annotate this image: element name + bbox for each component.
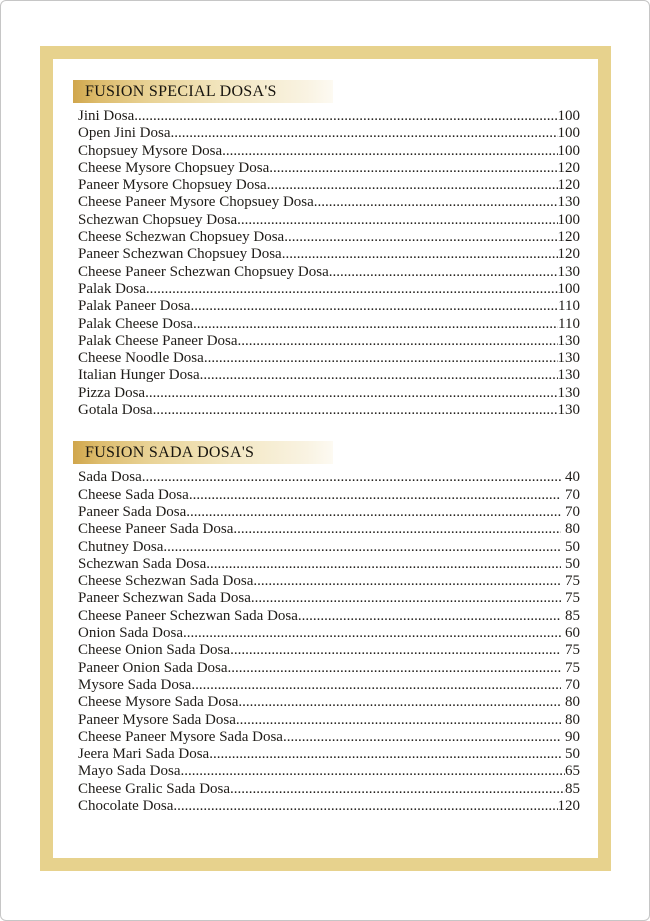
menu-item-row xyxy=(73,712,580,729)
menu-item-row xyxy=(73,246,580,263)
menu-item-row xyxy=(73,608,580,625)
menu-item-name: Onion Sada Dosa xyxy=(78,625,183,642)
menu-item-price: 80 xyxy=(561,521,580,538)
menu-item-row xyxy=(73,573,580,590)
menu-item-price: 100 xyxy=(557,125,580,142)
menu-item-name: Chocolate Dosa xyxy=(78,797,174,814)
menu-item-name: Cheese Gralic Sada Dosa xyxy=(78,780,231,797)
menu-item-price: 75 xyxy=(561,659,580,676)
dot-leader xyxy=(206,556,561,573)
menu-item-price: 100 xyxy=(557,280,580,297)
menu-item-price: 60 xyxy=(561,625,580,642)
menu-item-price: 130 xyxy=(557,350,580,367)
menu-item-row xyxy=(73,694,580,711)
section-title-text: FUSION SADA DOSA'S xyxy=(85,443,255,461)
menu-item-price: 130 xyxy=(557,194,580,211)
menu-item-name: Cheese Schezwan Sada Dosa xyxy=(78,573,254,590)
menu-item-name: Cheese Schezwan Chopsuey Dosa xyxy=(78,229,285,246)
menu-item-name: Schezwan Sada Dosa xyxy=(78,555,207,572)
dot-leader xyxy=(163,539,561,556)
menu-item-name: Open Jini Dosa xyxy=(78,125,171,142)
menu-item-price: 130 xyxy=(557,367,580,384)
dot-leader xyxy=(230,642,561,659)
menu-item-name: Cheese Onion Sada Dosa xyxy=(78,642,231,659)
menu-item-name: Cheese Noodle Dosa xyxy=(78,350,204,367)
dot-leader xyxy=(283,729,561,746)
menu-item-row xyxy=(73,729,580,746)
dot-leader xyxy=(238,333,558,350)
section-title-banner xyxy=(73,441,333,464)
dot-leader xyxy=(282,246,558,263)
menu-item-price: 70 xyxy=(561,676,580,693)
menu-item-row xyxy=(73,521,580,538)
dot-leader xyxy=(142,469,562,486)
menu-item-name: Cheese Mysore Sada Dosa xyxy=(78,694,239,711)
dot-leader xyxy=(209,746,561,763)
menu-item-name: Paneer Mysore Sada Dosa xyxy=(78,711,236,728)
menu-item-price: 130 xyxy=(557,384,580,401)
menu-item-row xyxy=(73,763,580,780)
menu-item-row xyxy=(73,798,580,815)
menu-item-row xyxy=(73,539,580,556)
dot-leader xyxy=(146,281,558,298)
menu-item-price: 100 xyxy=(557,142,580,159)
menu-item-price: 70 xyxy=(561,503,580,520)
menu-item-row xyxy=(73,781,580,798)
menu-item-name: Paneer Onion Sada Dosa xyxy=(78,659,228,676)
menu-item-row xyxy=(73,504,580,521)
menu-item-name: Pizza Dosa xyxy=(78,384,146,401)
menu-item-price: 80 xyxy=(561,694,580,711)
menu-item-name: Chopsuey Mysore Dosa xyxy=(78,142,223,159)
menu-item-name: Gotala Dosa xyxy=(78,402,153,419)
menu-item-row xyxy=(73,350,580,367)
menu-list xyxy=(73,469,580,815)
menu-item-name: Cheese Mysore Chopsuey Dosa xyxy=(78,159,270,176)
menu-item-price: 120 xyxy=(557,159,580,176)
menu-item-row xyxy=(73,108,580,125)
menu-item-price: 75 xyxy=(561,590,580,607)
dot-leader xyxy=(238,694,561,711)
menu-item-name: Cheese Paneer Sada Dosa xyxy=(78,521,234,538)
menu-item-name: Chutney Dosa xyxy=(78,538,164,555)
menu-item-row xyxy=(73,385,580,402)
dot-leader xyxy=(180,763,565,780)
dot-leader xyxy=(284,229,557,246)
dot-leader xyxy=(189,487,561,504)
menu-item-row xyxy=(73,229,580,246)
dot-leader xyxy=(173,798,557,815)
menu-item-price: 50 xyxy=(561,538,580,555)
dot-leader xyxy=(237,212,557,229)
menu-item-name: Mayo Sada Dosa xyxy=(78,763,181,780)
menu-item-name: Paneer Mysore Chopsuey Dosa xyxy=(78,177,267,194)
menu-item-name: Paneer Schezwan Chopsuey Dosa xyxy=(78,246,282,263)
dot-leader xyxy=(134,108,557,125)
menu-item-row xyxy=(73,677,580,694)
dot-leader xyxy=(171,125,558,142)
dot-leader xyxy=(200,367,558,384)
menu-item-name: Cheese Paneer Schezwan Chopsuey Dosa xyxy=(78,263,329,280)
dot-leader xyxy=(183,625,561,642)
menu-item-price: 75 xyxy=(561,642,580,659)
menu-item-price: 50 xyxy=(561,555,580,572)
menu-item-row xyxy=(73,746,580,763)
menu-item-row xyxy=(73,590,580,607)
section-title-text: FUSION SPECIAL DOSA'S xyxy=(85,82,277,100)
menu-item-row xyxy=(73,660,580,677)
menu-item-name: Sada Dosa xyxy=(78,469,142,486)
menu-item-row xyxy=(73,194,580,211)
menu-item-name: Cheese Paneer Mysore Sada Dosa xyxy=(78,728,283,745)
menu-item-price: 130 xyxy=(557,332,580,349)
menu-item-price: 130 xyxy=(557,263,580,280)
menu-item-price: 100 xyxy=(557,211,580,228)
menu-item-row xyxy=(73,212,580,229)
menu-item-name: Jeera Mari Sada Dosa xyxy=(78,746,210,763)
dot-leader xyxy=(186,504,561,521)
dot-leader xyxy=(230,781,565,798)
menu-item-row xyxy=(73,642,580,659)
dot-leader xyxy=(153,402,558,419)
menu-item-price: 85 xyxy=(561,607,580,624)
menu-item-row xyxy=(73,177,580,194)
menu-item-price: 110 xyxy=(558,315,580,332)
dot-leader xyxy=(191,677,561,694)
menu-item-name: Palak Dosa xyxy=(78,280,146,297)
dot-leader xyxy=(314,194,558,211)
menu-item-price: 120 xyxy=(557,177,580,194)
menu-item-name: Cheese Paneer Mysore Chopsuey Dosa xyxy=(78,194,314,211)
menu-item-price: 90 xyxy=(561,728,580,745)
menu-item-price: 75 xyxy=(561,573,580,590)
menu-item-price: 80 xyxy=(561,711,580,728)
menu-item-name: Palak Cheese Paneer Dosa xyxy=(78,332,238,349)
menu-item-price: 50 xyxy=(561,746,580,763)
menu-item-row xyxy=(73,298,580,315)
dot-leader xyxy=(228,660,562,677)
menu-item-row xyxy=(73,487,580,504)
menu-item-price: 85 xyxy=(565,780,580,797)
menu-item-price: 70 xyxy=(561,486,580,503)
menu-item-price: 130 xyxy=(557,402,580,419)
dot-leader xyxy=(190,298,558,315)
menu-item-price: 110 xyxy=(558,298,580,315)
menu-item-row xyxy=(73,160,580,177)
menu-item-row xyxy=(73,469,580,486)
menu-item-row xyxy=(73,281,580,298)
menu-item-price: 120 xyxy=(557,797,580,814)
menu-item-name: Palak Paneer Dosa xyxy=(78,298,191,315)
menu-item-name: Cheese Sada Dosa xyxy=(78,486,189,503)
menu-item-name: Palak Cheese Dosa xyxy=(78,315,193,332)
menu-item-row xyxy=(73,333,580,350)
dot-leader xyxy=(267,177,558,194)
dot-leader xyxy=(236,712,561,729)
dot-leader xyxy=(298,608,561,625)
dot-leader xyxy=(329,264,558,281)
menu-item-row xyxy=(73,556,580,573)
dot-leader xyxy=(204,350,558,367)
section-fusion-sada-dosas xyxy=(73,441,580,815)
dot-leader xyxy=(253,573,561,590)
menu-item-row xyxy=(73,316,580,333)
menu-item-name: Paneer Schezwan Sada Dosa xyxy=(78,590,251,607)
dot-leader xyxy=(193,316,558,333)
menu-item-price: 100 xyxy=(557,108,580,124)
menu-item-name: Schezwan Chopsuey Dosa xyxy=(78,211,238,228)
menu-item-row xyxy=(73,264,580,281)
menu-item-name: Cheese Paneer Schezwan Sada Dosa xyxy=(78,607,298,624)
dot-leader xyxy=(233,521,561,538)
menu-list xyxy=(73,108,580,419)
menu-item-row xyxy=(73,143,580,160)
menu-item-price: 120 xyxy=(557,229,580,246)
section-title-banner xyxy=(73,80,333,103)
menu-item-name: Mysore Sada Dosa xyxy=(78,676,192,693)
gold-frame xyxy=(40,46,611,871)
dot-leader xyxy=(222,143,557,160)
menu-item-name: Paneer Sada Dosa xyxy=(78,503,187,520)
section-fusion-special-dosas xyxy=(73,80,580,419)
menu-item-row xyxy=(73,625,580,642)
menu-item-row xyxy=(73,402,580,419)
dot-leader xyxy=(145,385,557,402)
menu-item-price: 40 xyxy=(561,469,580,486)
menu-item-price: 120 xyxy=(557,246,580,263)
dot-leader xyxy=(251,590,561,607)
menu-item-row xyxy=(73,367,580,384)
dot-leader xyxy=(269,160,557,177)
menu-item-row xyxy=(73,125,580,142)
menu-item-name: Italian Hunger Dosa xyxy=(78,367,200,384)
menu-item-name: Jini Dosa xyxy=(78,108,135,124)
menu-item-price: 65 xyxy=(565,763,580,780)
